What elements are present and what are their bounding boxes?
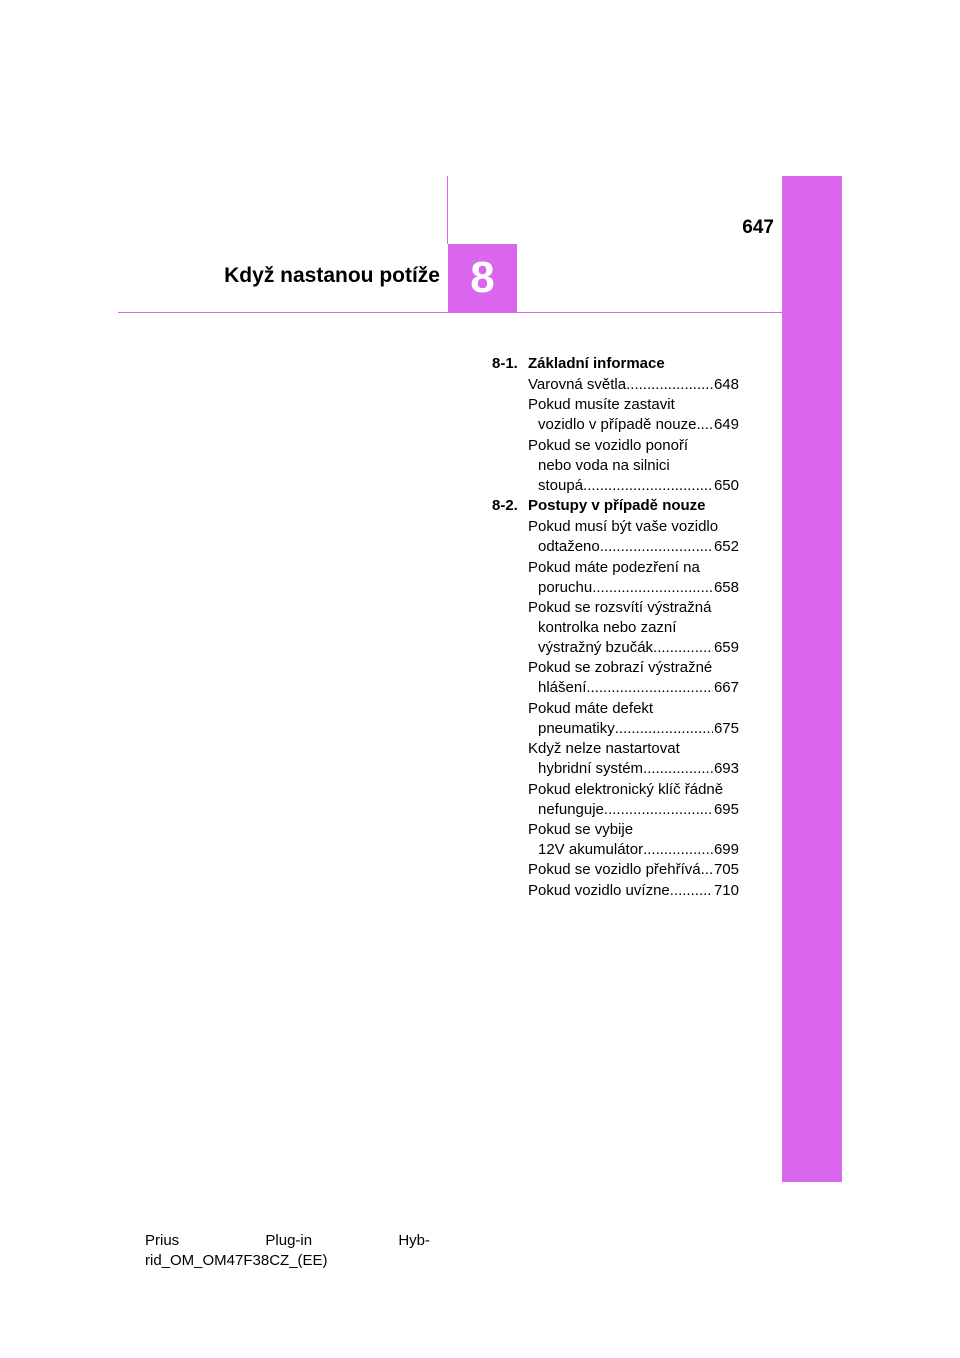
toc-page-number: 695 xyxy=(713,800,739,818)
chapter-title: Když nastanou potíže xyxy=(224,264,440,287)
toc-entry-text: Pokud se vozidlo přehřívá xyxy=(528,861,701,879)
toc-entry-text: nebo voda na silnici xyxy=(538,456,670,474)
toc-entry[interactable] xyxy=(528,658,739,698)
dot-leader xyxy=(643,759,713,779)
section-heading xyxy=(492,496,706,516)
toc-entry[interactable] xyxy=(528,598,739,658)
section-title: Postupy v případě nouze xyxy=(528,497,706,515)
toc-entry-text: Pokud musí být vaše vozidlo xyxy=(528,518,719,536)
toc-entry-text: Pokud elektronický klíč řádně xyxy=(528,780,724,798)
toc-entry[interactable] xyxy=(528,739,739,779)
toc-entry[interactable] xyxy=(528,780,739,820)
toc-entry-text: Pokud se vybije xyxy=(528,821,634,838)
toc-entry-text: odtaženo xyxy=(538,538,600,556)
footer-line-2: rid_OM_OM47F38CZ_(EE) xyxy=(145,1252,328,1269)
dot-leader xyxy=(600,537,713,557)
toc-entry[interactable] xyxy=(528,820,739,860)
toc-page-number: 667 xyxy=(713,679,739,697)
toc-page-number: 693 xyxy=(713,760,739,778)
toc-entry-text: poruchu xyxy=(538,578,593,596)
toc-entry[interactable] xyxy=(528,860,739,880)
dot-leader xyxy=(586,678,713,698)
footer-word-1: Prius xyxy=(145,1232,180,1249)
toc-page-number: 705 xyxy=(713,861,739,879)
toc-entry-text: 12V akumulátor xyxy=(538,841,644,858)
toc-entry[interactable] xyxy=(528,699,739,739)
toc-page-number: 710 xyxy=(713,881,739,899)
toc-page-number: 652 xyxy=(713,538,739,556)
header-vertical-rule xyxy=(447,176,448,244)
toc-entry[interactable] xyxy=(528,375,739,395)
dot-leader xyxy=(604,800,713,820)
dot-leader xyxy=(615,719,713,739)
toc-entry-text: stoupá xyxy=(538,476,584,494)
dot-leader xyxy=(643,840,713,860)
toc-entry-text: Pokud se vozidlo ponoří xyxy=(528,436,689,454)
dot-leader xyxy=(696,415,713,435)
toc-entry[interactable] xyxy=(528,436,739,496)
toc-page-number: 649 xyxy=(713,416,739,434)
toc-entry[interactable] xyxy=(528,881,739,901)
chapter-side-tab xyxy=(782,176,842,1182)
toc-entry-text: Když nelze nastartovat xyxy=(528,740,680,758)
toc-page-number: 659 xyxy=(713,639,739,656)
toc-entry-text: Pokud se rozsvítí výstražná xyxy=(528,599,712,616)
toc-entry-text: Pokud se zobrazí výstražné xyxy=(528,659,713,677)
section-heading xyxy=(492,354,665,374)
dot-leader xyxy=(626,375,713,395)
section-title: Základní informace xyxy=(528,355,665,372)
dot-leader xyxy=(592,578,713,598)
toc-entry-text: hlášení xyxy=(538,679,587,697)
dot-leader xyxy=(653,638,713,658)
toc-entry-text: kontrolka nebo zazní xyxy=(538,619,677,636)
footer-doc-id xyxy=(145,1231,430,1271)
toc-entry[interactable] xyxy=(528,517,739,557)
toc-entry-text: Pokud musíte zastavit xyxy=(528,396,675,414)
dot-leader xyxy=(583,476,713,496)
toc-page-number: 658 xyxy=(713,578,739,596)
toc-page-number: 648 xyxy=(713,376,739,393)
toc-page-number: 675 xyxy=(713,719,739,737)
footer-word-2: Plug-in xyxy=(265,1232,313,1249)
dot-leader xyxy=(701,860,713,880)
toc-entry[interactable] xyxy=(528,395,739,435)
toc-page-number: 699 xyxy=(713,841,739,858)
toc-entry[interactable] xyxy=(528,558,739,598)
toc-page-number: 650 xyxy=(713,476,739,494)
toc-entry-text: výstražný bzučák xyxy=(538,639,654,656)
section-number: 8-2. xyxy=(492,497,518,515)
toc-entry-text: pneumatiky xyxy=(538,719,615,737)
dot-leader xyxy=(670,881,713,901)
toc-entry-text: nefunguje xyxy=(538,800,604,818)
toc-entry-text: Pokud máte defekt xyxy=(528,699,654,717)
page-number: 647 xyxy=(742,217,774,238)
footer-word-3: Hyb- xyxy=(398,1232,430,1249)
section-number: 8-1. xyxy=(492,355,518,372)
toc-entry-text: Pokud máte podezření na xyxy=(528,558,700,576)
header-horizontal-rule xyxy=(118,312,782,313)
toc-entry-text: hybridní systém xyxy=(538,760,644,778)
toc-entry-text: Varovná světla xyxy=(528,376,627,393)
chapter-number-box: 8 xyxy=(448,244,517,312)
toc-entry-text: vozidlo v případě nouze xyxy=(538,416,697,434)
toc-entry-text: Pokud vozidlo uvízne xyxy=(528,881,670,899)
